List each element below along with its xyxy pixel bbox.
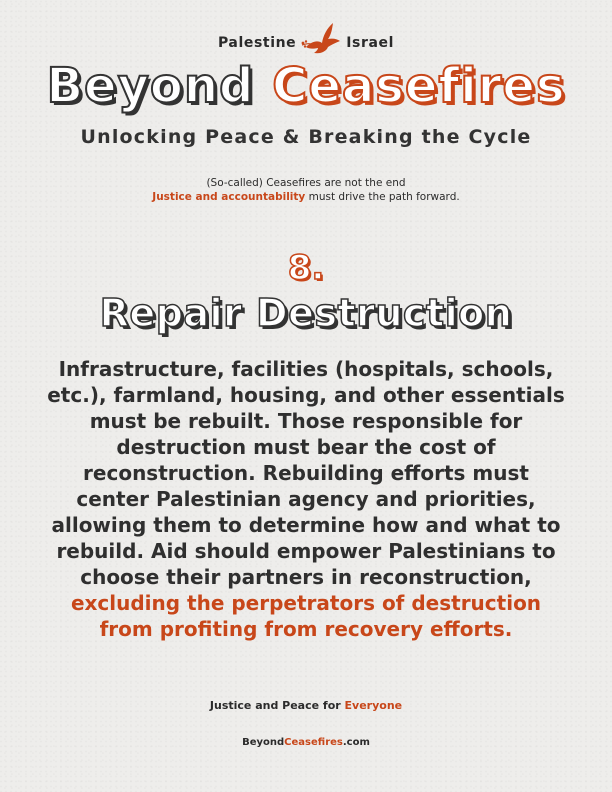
footer-url-part-3: .com xyxy=(342,737,370,748)
title-part-1: Beyond xyxy=(46,58,255,114)
intro-highlight: Justice and accountability xyxy=(152,191,306,203)
dove-icon xyxy=(300,21,342,55)
subtitle: Unlocking Peace & Breaking the Cycle xyxy=(80,126,532,148)
brand-header xyxy=(0,30,612,56)
section-number: 8. xyxy=(287,248,325,288)
title-part-2: Ceasefires xyxy=(272,58,566,114)
intro-text xyxy=(0,176,612,204)
section-body xyxy=(46,356,566,642)
section-heading: Repair Destruction xyxy=(99,291,513,335)
intro-line-2 xyxy=(0,190,612,204)
footer-tagline-highlight: Everyone xyxy=(344,699,403,712)
brand-right-label: Israel xyxy=(346,35,395,51)
section-body-highlight: excluding the perpetrators of destruction from profiting from recovery efforts. xyxy=(70,591,542,641)
brand-left-label: Palestine xyxy=(217,35,297,51)
intro-line-1: (So-called) Ceasefires are not the end xyxy=(206,177,406,189)
footer-url-part-2: Ceasefires xyxy=(284,737,343,748)
footer-url-part-1: Beyond xyxy=(242,737,285,748)
footer-tagline xyxy=(0,699,612,712)
footer-tagline-prefix: Justice and Peace for xyxy=(209,699,345,712)
footer-url[interactable] xyxy=(0,737,612,748)
page-title xyxy=(0,56,612,116)
intro-line-2-rest: must drive the path forward. xyxy=(305,191,460,203)
section-body-main: Infrastructure, facilities (hospitals, schools, etc.), farmland, housing, and other essentials must be rebuilt. Those responsible for destruction must bear the cost of reconstruction. Rebuilding efforts must center Palestinian agency and priorities, allowing them to determine how and what to rebuild. Aid should empower Palestinians to choose their partners in reconstruction, xyxy=(47,357,565,589)
